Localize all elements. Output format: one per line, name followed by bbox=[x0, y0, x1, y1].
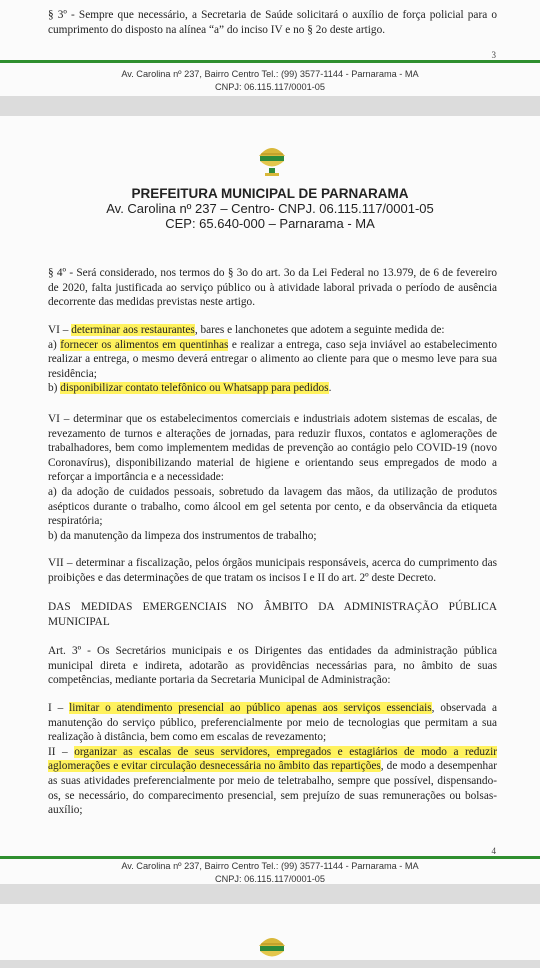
item-vii: VII – determinar a fiscalização, pelos órgãos municipais responsáveis, acerca do cumprimento das proibições e das determinações de que tratam os incisos I e II do art. 2º deste Decreto. bbox=[48, 557, 497, 584]
highlight: organizar as escalas de seus servidores, empregados e estagiários de modo a reduzir aglomerações e evitar circulação desnecessária no âmbito das repartições bbox=[48, 745, 497, 773]
item-b: b) da manutenção da limpeza dos instrumentos de trabalho; bbox=[48, 529, 317, 542]
footer-rule bbox=[0, 60, 540, 63]
item-vi-line: VI – determinar aos restaurantes, bares e lanchonetes que adotem a seguinte medida de: bbox=[48, 324, 445, 336]
section-heading: DAS MEDIDAS EMERGENCIAIS NO ÂMBITO DA ADMINISTRAÇÃO PÚBLICA MUNICIPAL bbox=[48, 601, 497, 628]
footer-rule bbox=[0, 856, 540, 859]
highlight: limitar o atendimento presencial ao público apenas aos serviços essenciais bbox=[69, 702, 432, 714]
highlight: disponibilizar contato telefônico ou Whatsapp para pedidos bbox=[60, 382, 329, 395]
paragraph-4: § 4º - Será considerado, nos termos do § 3o do art. 3o da Lei Federal no 13.979, de 6 de fevereiro de 2020, falta justificada ao serviço público ou à atividade laboral privada o período de ausência decorrente das medidas previstas neste artigo. bbox=[48, 267, 497, 309]
footer-cnpj: CNPJ: 06.115.117/0001-05 bbox=[215, 81, 325, 92]
item-i-ii bbox=[48, 701, 497, 818]
item-vi-text: VI – determinar que os estabelecimentos comerciais e industriais adotem sistemas de escalas, de revezamento de turnos e alterações de jornadas, para reduzir fluxos, contatos e aglomerações de trabalhadores, bem como implementem medidas de prevenção ao contágio pelo COVID-19 (novo Coronavírus), disponibilizando material de higiene e orientando seus empregados de modo a reforçar a importância e a necessidade: bbox=[48, 413, 497, 484]
footer-address: Av. Carolina nº 237, Bairro Centro Tel.: (99) 3577-1144 - Parnarama - MA bbox=[121, 861, 419, 871]
page-number: 3 bbox=[491, 50, 496, 60]
municipal-crest-icon bbox=[255, 932, 289, 968]
item-a: a) fornecer os alimentos em quentinhas e realizar a entrega, caso seja inviável ao estabelecimento realizar a entrega, o mesmo deverá entregar o alimento ao cliente para que o mesmo leve para sua residência; bbox=[48, 338, 497, 380]
item-i: I – limitar o atendimento presencial ao público apenas aos serviços essenciais, observada a manutenção do serviço público, preferencialmente por meio de tecnologias que permitam a sua realização à distância, bem como em escalas de revezamento; bbox=[48, 702, 498, 744]
footer-address: Av. Carolina nº 237, Bairro Centro Tel.: (99) 3577-1144 - Parnarama - MA bbox=[121, 69, 419, 79]
document-page-3 bbox=[0, 0, 540, 96]
item-a: a) da adoção de cuidados pessoais, sobretudo da lavagem das mãos, da utilização de produtos asépticos durante o trabalho, como álcool em gel setenta por cento, e da observância da etiqueta respiratória; bbox=[48, 485, 497, 528]
item-vi-restaurants bbox=[48, 323, 497, 396]
letterhead-address: Av. Carolina nº 237 – Centro- CNPJ. 06.115.117/0001-05 bbox=[106, 201, 434, 216]
highlight: fornecer os alimentos em quentinhas bbox=[60, 338, 229, 351]
letterhead bbox=[0, 186, 540, 231]
letterhead-title: PREFEITURA MUNICIPAL DE PARNARAMA bbox=[131, 186, 409, 201]
item-ii: II – organizar as escalas de seus servidores, empregados e estagiários de modo a reduzir aglomerações e evitar circulação desnecessária no âmbito das repartições, de modo a desempenhar as suas atividades preferencialmente por meio de teletrabalho, sempre que possível, dispensando-os, se necessário, do comparecimento presencial, sem prejuízo de suas remunerações ou bolsas-auxílio; bbox=[48, 745, 497, 817]
article-3: Art. 3º - Os Secretários municipais e os Dirigentes das entidades da administração pública municipal direta e indireta, adotarão as providências necessárias para, no âmbito de suas competências, mediante portaria da Secretaria Municipal de Administração: bbox=[48, 645, 497, 687]
highlight: determinar aos restaurantes bbox=[71, 324, 195, 336]
municipal-crest-icon bbox=[255, 142, 289, 178]
footer bbox=[0, 68, 540, 93]
document-page-4 bbox=[0, 116, 540, 884]
paragraph-3: § 3º - Sempre que necessário, a Secretaria de Saúde solicitará o auxílio de força policial para o cumprimento do disposto na alínea “a” do inciso IV e no § 2o deste artigo. bbox=[48, 9, 497, 36]
page-number: 4 bbox=[491, 846, 496, 856]
item-vi-commerce bbox=[48, 412, 497, 543]
document-page-5 bbox=[0, 904, 540, 960]
footer bbox=[0, 860, 540, 885]
letterhead-cep: CEP: 65.640-000 – Parnarama - MA bbox=[165, 216, 375, 231]
footer-cnpj: CNPJ: 06.115.117/0001-05 bbox=[215, 873, 325, 884]
item-b: b) disponibilizar contato telefônico ou Whatsapp para pedidos. bbox=[48, 382, 332, 395]
